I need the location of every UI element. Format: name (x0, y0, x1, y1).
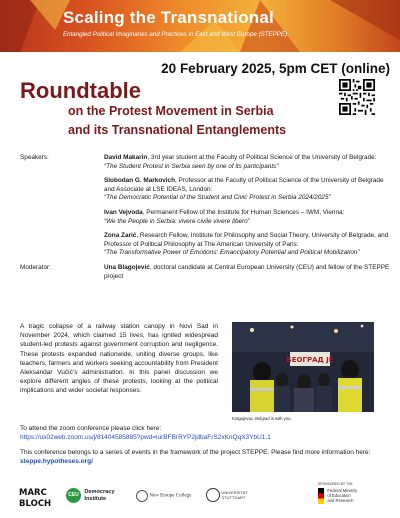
partner-logos (18, 482, 390, 514)
photo-caption: Kragujevac. Belgrad is with you. (232, 416, 292, 421)
speakers-label: Speakers: (20, 154, 49, 161)
event-title: Roundtable (20, 78, 141, 103)
ceu-label-2: Institute (84, 495, 107, 502)
univ-label: UNIVERSITÄT STUTTGART (221, 490, 248, 500)
banner-title: Scaling the Transnational (63, 8, 274, 27)
university-stuttgart-logo (206, 488, 261, 502)
nec-emblem-icon (136, 490, 148, 502)
ceu-democracy-institute-logo (66, 488, 115, 503)
speaker-name: Zona Zarić (104, 232, 137, 240)
speaker-row (20, 177, 390, 203)
steppe-link[interactable]: steppe.hypotheses.org/ (20, 458, 93, 466)
speaker-row (20, 232, 390, 258)
speaker-talk-title: “The Transformative Power of Emotions: Emancipatory Potential and Political Mobilization” (104, 249, 360, 257)
speaker-talk-title: “The Student Protest in Serbia seen by one of its participants” (104, 162, 279, 170)
moderator-row (20, 264, 390, 281)
zoom-section (20, 424, 271, 442)
speaker-talk-title: “We the People in Serbia: vivere civile vivere libero” (104, 217, 250, 225)
event-description: A tragic collapse of a railway station canopy in Novi Sad in November 2024, which claimed 15 lives, has ignited widespread student-led protests against government corruption and negligence. These protests expanded nationwide, uniting diverse groups, like teachers, farmers and workers seeking accountability from President Aleksandar Vučić’s administration. In this panel discussion we explore different angles of these protests, looking at the political implications and wider societal responses. (20, 323, 218, 395)
speaker-affiliation: , Permanent Fellow of the Institute for Human Sciences – IWM, Vienna: (142, 208, 345, 216)
moderator-name: Una Blagojević (104, 263, 150, 271)
zoom-instruction: To attend the zoom conference please click here: (20, 425, 162, 432)
seal-icon (206, 488, 220, 502)
bmbf-label-2: of Education (327, 493, 351, 499)
bmbf-label-1: Federal Ministry (327, 488, 358, 493)
banner-subtitle: Entangled Political Imaginaries and Practices in East and West Europe (STEPPE) (63, 31, 288, 38)
new-europe-college-logo (136, 490, 191, 502)
series-info (20, 448, 386, 466)
bmbf-sponsored-label: SPONSORED BY THE (318, 482, 353, 486)
speaker-talk-title: “The Democratic Potential of the Student and Civic Protest in Serbia 2024/2025” (104, 194, 331, 202)
protest-sign-text: БЕОГРАД ЈЕ (286, 356, 334, 364)
speaker-name: Slobodan G. Markovich (104, 177, 176, 185)
qr-code[interactable] (339, 79, 375, 115)
series-text: This conference belongs to a series of events in the framework of the project STEPPE. Please find more information here: (20, 449, 371, 456)
event-subtitle-line2: and its Transnational Entanglements (68, 123, 287, 137)
speakers-section (20, 154, 390, 287)
speaker-affiliation: , Professor at the Faculty of Political Science of the University of Belgrade and Associate at LSE IDEAS, London: (104, 177, 384, 193)
event-date: 20 February 2025, 5pm CET (online) (161, 61, 390, 76)
speaker-row (20, 209, 390, 226)
marc-bloch-logo-mark (18, 484, 52, 510)
zoom-link[interactable]: https://us02web.zoom.us/j/81404585885?pwd=iurBFBrRYP2jdbaFrS2xKnQqX3YbU1.1 (20, 434, 271, 442)
bmbf-label-3: and Research (327, 498, 354, 504)
moderator-label: Moderator: (20, 263, 51, 271)
speaker-affiliation: , 3rd year student at the Faculty of Political Science of the University of Belgrade: (147, 154, 377, 161)
svg-text:MARC: MARC (19, 488, 47, 498)
german-flag-icon (318, 488, 324, 504)
speaker-name: Ivan Vejvoda (104, 208, 143, 216)
event-subtitle-line1: on the Protest Movement in Serbia (68, 104, 274, 118)
nec-label: New Europe College (149, 493, 192, 499)
ceu-label-1: Democracy (84, 489, 115, 495)
speaker-name: David Makarin (104, 154, 148, 161)
ceu-icon: CEU (66, 488, 81, 503)
protest-photo (232, 322, 374, 412)
svg-text:BLOCH: BLOCH (19, 499, 52, 509)
moderator-affiliation: , doctoral candidate at Central European University (CEU) and fellow of the STEPPE project (104, 263, 390, 280)
bmbf-logo (318, 482, 390, 504)
speaker-row (20, 154, 390, 171)
protest-photo-illustration (232, 322, 374, 412)
marc-bloch-logo (18, 484, 52, 510)
header-banner (0, 0, 400, 52)
speaker-affiliation: , Research Fellow, Institute for Philosophy and Social Theory, University of Belgrade, and Professor of Political Philosophy at The American University of Paris: (104, 232, 389, 248)
